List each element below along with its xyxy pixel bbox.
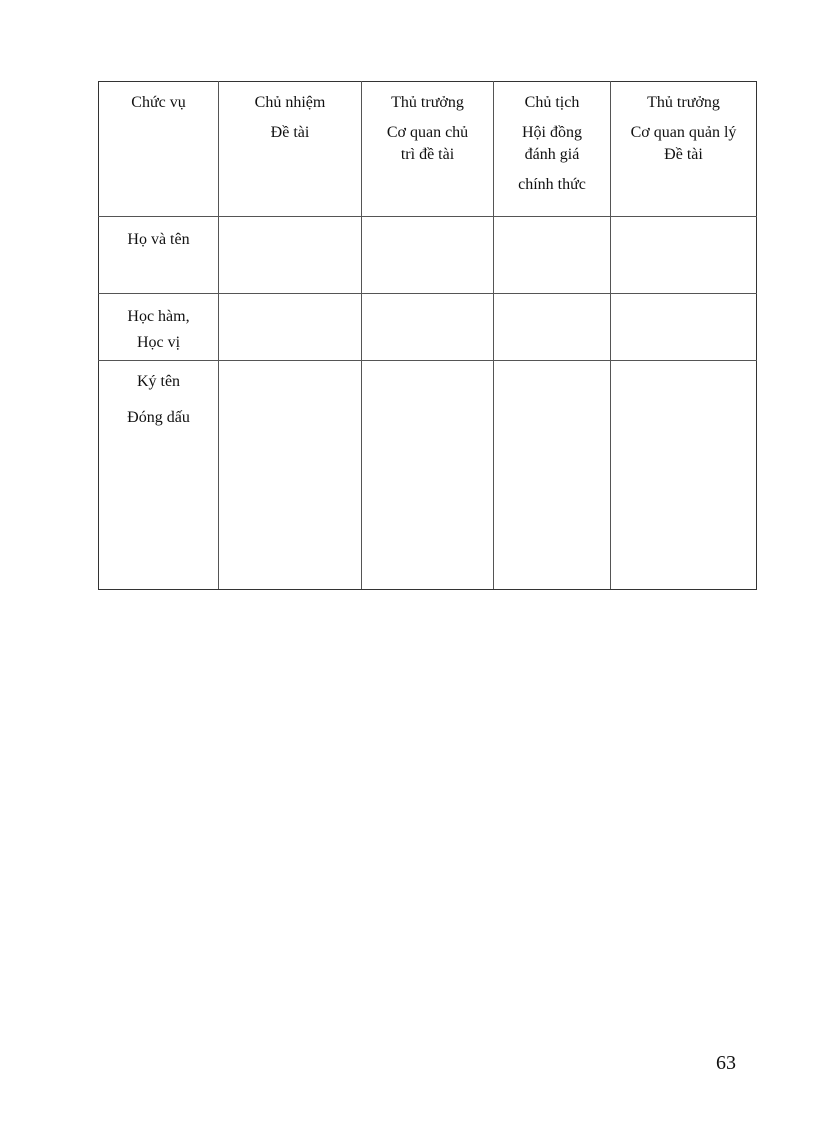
full-name-cell-council-chair[interactable] xyxy=(494,217,611,294)
signature-cell-council-chair[interactable] xyxy=(494,361,611,590)
header-host-agency-line-2: Cơ quan chủ xyxy=(386,124,469,141)
signature-cell-project-leader[interactable] xyxy=(219,361,362,590)
academic-title-cell-project-leader[interactable] xyxy=(219,294,362,361)
table-row-full-name xyxy=(99,217,757,294)
academic-title-cell-council-chair[interactable] xyxy=(494,294,611,361)
header-project-leader-line-1: Chủ nhiệm xyxy=(254,94,326,111)
academic-title-label-line-2: Học vị xyxy=(136,334,181,351)
row-label-academic-title xyxy=(99,294,219,361)
academic-title-cell-host-agency-head[interactable] xyxy=(362,294,494,361)
header-cell-position xyxy=(99,82,219,217)
header-cell-host-agency-head xyxy=(362,82,494,217)
header-position-label: Chức vụ xyxy=(131,94,186,111)
header-cell-managing-agency-head xyxy=(611,82,757,217)
row-label-full-name xyxy=(99,217,219,294)
header-host-agency-line-1: Thủ trưởng xyxy=(391,94,464,111)
header-council-chair-line-1: Chủ tịch xyxy=(524,94,580,111)
table-row-academic-title xyxy=(99,294,757,361)
full-name-cell-host-agency-head[interactable] xyxy=(362,217,494,294)
header-managing-agency-line-2: Cơ quan quản lý xyxy=(630,124,737,141)
signature-table xyxy=(98,81,757,590)
signature-cell-host-agency-head[interactable] xyxy=(362,361,494,590)
row-label-signature xyxy=(99,361,219,590)
header-council-chair-line-3: đánh giá xyxy=(524,146,580,163)
full-name-cell-managing-agency-head[interactable] xyxy=(611,217,757,294)
header-managing-agency-line-1: Thủ trưởng xyxy=(647,94,720,111)
full-name-label: Họ và tên xyxy=(127,231,190,248)
signature-label-line-2: Đóng dấu xyxy=(127,409,190,426)
table-header-row xyxy=(99,82,757,217)
header-project-leader-line-2: Đề tài xyxy=(270,124,310,141)
signature-label-line-1: Ký tên xyxy=(136,373,181,390)
header-managing-agency-line-3: Đề tài xyxy=(664,146,703,163)
header-cell-council-chair xyxy=(494,82,611,217)
page-number: 63 xyxy=(716,1052,736,1074)
academic-title-cell-managing-agency-head[interactable] xyxy=(611,294,757,361)
academic-title-label-line-1: Học hàm, xyxy=(127,308,190,325)
signature-cell-managing-agency-head[interactable] xyxy=(611,361,757,590)
full-name-cell-project-leader[interactable] xyxy=(219,217,362,294)
header-council-chair-line-4: chính thức xyxy=(518,176,586,193)
table-row-signature xyxy=(99,361,757,590)
header-host-agency-line-3: trì đề tài xyxy=(400,146,455,163)
header-council-chair-line-2: Hội đồng xyxy=(522,124,582,141)
header-cell-project-leader xyxy=(219,82,362,217)
